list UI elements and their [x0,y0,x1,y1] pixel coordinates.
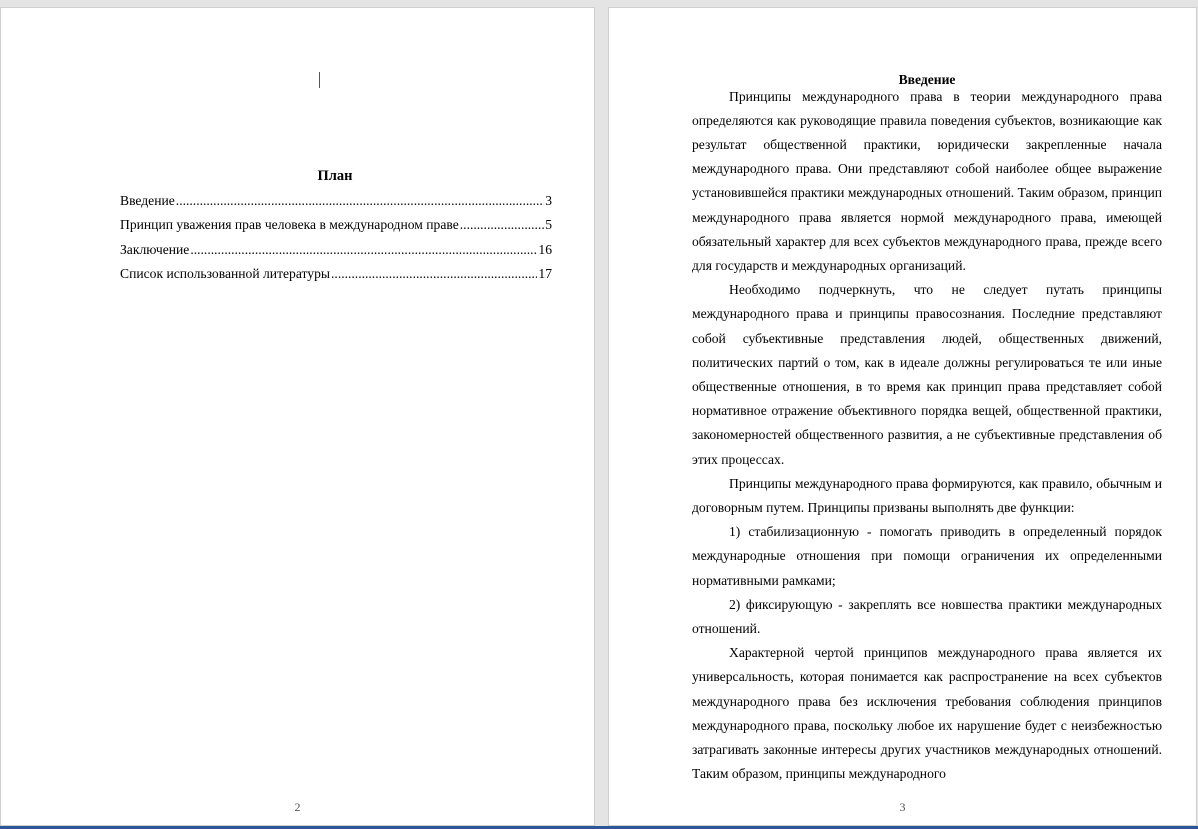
paragraph: 2) фиксирующую - закреплять все новшества практики международных отношений. [692,596,1162,636]
section-title: Введение [898,72,956,87]
text-cursor [319,72,320,88]
document-page-2 [1,8,594,825]
document-page-3 [609,8,1196,825]
paragraph: Необходимо подчеркнуть, что не следует путать принципы международного права и принципы правосознания. Последние представляют собой субъективные представления людей, общественных движений, политических партий о том, как в идеале должны регулироваться те или иные общественные отношения, в то время как принцип права представляет собой нормативное отражение объективного порядка вещей, общественной практики, закономерностей общественного развития, а не субъективные представления об этих процессах. [692,282,1162,467]
toc-entry[interactable] [120,216,552,240]
paragraph: 1) стабилизационную - помогать приводить в определенный порядок международные отношения при помощи ограничения их определенными нормативными рамками; [692,524,1162,588]
plan-title: План [317,168,353,184]
toc-entry-page: 3 [545,193,552,208]
page-number: 2 [294,800,301,814]
toc-leader-dots [331,265,537,283]
toc-leader-dots [460,216,544,234]
toc-entry-page: 17 [538,265,552,281]
toc-entry[interactable] [120,265,552,289]
table-of-contents [120,192,552,289]
toc-entry-label: Принцип уважения прав человека в международном праве [120,217,459,233]
toc-leader-dots [176,192,544,210]
toc-entry-label: Заключение [120,241,190,257]
page-number: 3 [899,800,906,814]
toc-entry-label: Введение [120,193,175,208]
paragraph: Принципы международного права формируются, как правило, обычным и договорным путем. Принципы призваны выполнять две функции: [692,475,1162,515]
toc-entry-page: 5 [545,217,552,233]
toc-entry[interactable] [120,241,552,265]
paragraph: Характерной чертой принципов международного права является их универсальность, которая понимается как распространение на всех субъектов международного права без исключения требования соблюдения принципов международного права, поскольку любое их нарушение будет с неизбежностью затрагивать законные интересы других участников международных отношений. Таким образом, принципы международного [692,645,1162,782]
body-text [692,85,1162,787]
toc-entry-page: 16 [538,241,552,257]
toc-leader-dots [190,241,537,259]
toc-entry[interactable] [120,192,552,216]
paragraph: Принципы международного права в теории международного права определяются как руководящие правила поведения субъектов, возникающие как результат общественной практики, юридически закрепленные начала международного права. Они представляют собой наиболее общее выражение установившейся практики международных отношений. Таким образом, принцип международного права является нормой международного права, имеющей обязательный характер для всех субъектов международного права, прежде всего для государств и международных организаций. [692,88,1162,273]
toc-entry-label: Список использованной литературы [120,265,331,281]
